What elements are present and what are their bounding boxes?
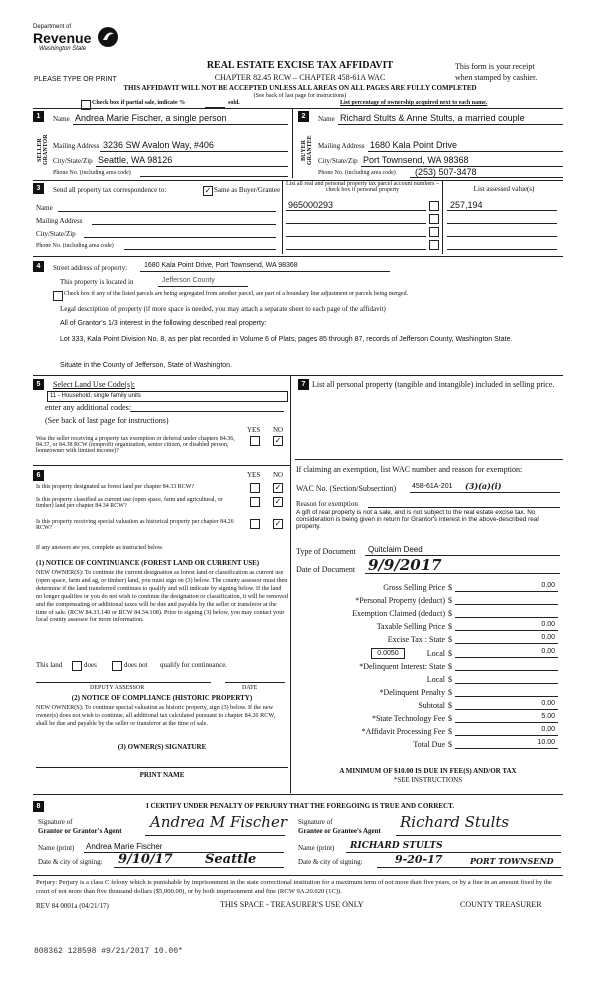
current-use-yes-checkbox[interactable] — [250, 497, 260, 507]
buyer-name-label: Name — [318, 115, 335, 123]
revenue-logo — [33, 24, 123, 64]
grantee-name-label: Name (print) — [298, 844, 335, 852]
tax-row-currency: $ — [448, 661, 452, 671]
grantor-date[interactable]: 9/10/17 — [118, 852, 173, 867]
notice2-body: NEW OWNER(S): To continue special valuation as historic property, sign (3) below. If the new owner(s) does not wish to continue, all additional tax calculated pursuant to chapter 84.26 RCW, shall be due and payable by the seller or transferor at the time of sale. — [36, 704, 276, 727]
tax-row-currency: $ — [448, 727, 452, 737]
correspondence-phone-label: Phone No. (including area code) — [36, 243, 114, 249]
see-instructions: *SEE INSTRUCTIONS — [393, 776, 463, 784]
forest-yes-checkbox[interactable] — [250, 483, 260, 493]
grantee-sig-label-1: Signature of — [298, 818, 333, 826]
see-back: (See back of last page for instructions) — [253, 93, 347, 99]
tax-row-label: *Delinquent Penalty — [379, 687, 445, 697]
tax-row-currency: $ — [448, 687, 452, 697]
seller-city[interactable]: Seattle, WA 98126 — [98, 155, 173, 165]
tax-row-underline — [455, 591, 558, 592]
grantor-city[interactable]: Seattle — [205, 852, 257, 867]
tax-row-label: *Affidavit Processing Fee — [361, 727, 445, 737]
perjury-note: Perjury: Perjury is a class C felony which is punishable by imprisonment in the state correctional institution for a maximum term of not more than five years, or by a fine in an amount fixed by the court of not more than five thousand dollars ($5,000.00), or by both imprisonment and fine (RCW 9A.20.020 (1C)). — [36, 879, 552, 895]
does-label: does — [84, 661, 97, 669]
tax-row-label: Total Due — [413, 740, 445, 750]
deputy-assessor-label: DEPUTY ASSESSOR — [90, 685, 145, 691]
tax-row-value[interactable]: 0.00 — [541, 726, 555, 734]
doc-type[interactable]: Quitclaim Deed — [368, 545, 423, 554]
exemption-no-checkbox[interactable]: ✓ — [274, 436, 282, 445]
seller-phone-label: Phone No. (including area code) — [53, 170, 131, 176]
located-county[interactable]: Jefferson County — [162, 277, 215, 284]
parcel-header: List all real and personal property tax parcel account numbers – check box if personal property — [286, 181, 439, 193]
grantee-date[interactable]: 9-20-17 — [395, 853, 443, 866]
this-land-label: This land — [36, 661, 63, 669]
section6-yes: YES — [247, 471, 261, 479]
type-print: PLEASE TYPE OR PRINT — [34, 76, 117, 83]
section5-no: NO — [273, 426, 284, 434]
tax-row-currency: $ — [448, 714, 452, 723]
buyer-address-label: Mailing Address — [318, 142, 365, 150]
grantee-city[interactable]: PORT TOWNSEND — [470, 856, 554, 866]
qualify-label: qualify for continuance. — [160, 661, 228, 669]
tax-row-currency: $ — [448, 596, 452, 606]
seller-address-label: Mailing Address — [53, 142, 100, 150]
legal-line-3: Situate in the County of Jefferson, State of Washington. — [60, 362, 232, 369]
correspondence-name-label: Name — [36, 204, 53, 212]
local-rate-box[interactable]: 0.0050 — [371, 648, 405, 659]
grantor-signature[interactable]: Andrea M Fischer — [150, 813, 287, 831]
send-correspondence-label: Send all property tax correspondence to: — [53, 186, 167, 194]
grantor-name[interactable]: Andrea Marie Fischer — [86, 842, 163, 851]
tax-row-underline — [455, 643, 558, 644]
certify-statement: I CERTIFY UNDER PENALTY OF PERJURY THAT THE FOREGOING IS TRUE AND CORRECT. — [145, 802, 454, 810]
tax-row-label: *Delinquent Interest: State — [359, 661, 445, 671]
county-treasurer: COUNTY TREASURER — [460, 900, 542, 909]
seller-side-label: SELLER GRANTOR — [37, 134, 49, 166]
exemption-yes-checkbox[interactable] — [250, 436, 260, 446]
grantee-sig-label-2: Grantee or Grantee's Agent — [298, 827, 381, 835]
tax-row-underline — [455, 696, 558, 697]
legal-description-label: Legal description of property (if more space is needed, you may attach a separate sheet to each page of the affidavit) — [60, 305, 386, 313]
grantor-name-label: Name (print) — [38, 844, 75, 852]
owner-signature-label: (3) OWNER(S) SIGNATURE — [117, 743, 207, 751]
section5-see-back: (See back of last page for instructions) — [45, 416, 169, 425]
tax-row-label: Taxable Selling Price — [376, 622, 445, 632]
parcel-personal-checkbox-1[interactable] — [429, 201, 439, 211]
section6-q1: Is this property designated as forest land per chapter 84.33 RCW? — [36, 484, 195, 490]
buyer-city[interactable]: Port Townsend, WA 98368 — [363, 155, 469, 165]
tax-row-label: Gross Selling Price — [383, 583, 445, 592]
exemption-label: If claiming an exemption, list WAC number and reason for exemption: — [296, 465, 523, 474]
reason-label: Reason for exemption — [296, 500, 358, 508]
current-use-no-checkbox[interactable]: ✓ — [274, 497, 282, 506]
historic-no-checkbox[interactable]: ✓ — [274, 519, 282, 528]
tax-row-value[interactable]: 0.00 — [541, 699, 555, 707]
property-street[interactable]: 1680 Kala Point Drive, Port Townsend, WA 98368 — [144, 262, 298, 269]
tax-row-label: Exemption Claimed (deduct) — [352, 609, 445, 619]
tax-row-underline — [455, 617, 558, 618]
tax-row-underline — [455, 657, 558, 658]
grantee-signature[interactable]: Richard Stults — [400, 813, 510, 831]
grantee-date-label: Date & city of signing: — [298, 858, 363, 866]
section-8-number: 8 — [33, 801, 44, 812]
treasurer-space: THIS SPACE - TREASURER'S USE ONLY — [220, 900, 364, 909]
does-not-checkbox[interactable] — [112, 661, 122, 671]
parcel-number[interactable]: 965000293 — [288, 200, 334, 210]
land-use-label: Select Land Use Code(s): — [53, 380, 135, 389]
form-chapters: CHAPTER 82.45 RCW – CHAPTER 458-61A WAC — [214, 73, 386, 82]
personal-property-label: List all personal property (tangible and intangible) included in selling price. — [312, 380, 555, 389]
doc-type-label: Type of Document — [296, 547, 356, 556]
doc-date[interactable]: 9/9/2017 — [368, 556, 442, 574]
section-3-number: 3 — [33, 183, 44, 194]
section5-question: Was the seller receiving a property tax exemption or deferral under chapters 84.36, 84.37, or 84.38 RCW (nonprofit organization, senior citizen, or disabled person, homeowner with limited income)? — [36, 436, 235, 454]
seller-name-label: Name — [53, 115, 70, 123]
section6-instructions: If any answers are yes, complete as instructed below. — [36, 545, 164, 551]
wac-handwritten: (3)(a)(i) — [465, 481, 502, 491]
tax-row-currency: $ — [448, 740, 452, 750]
tax-row-underline — [455, 709, 558, 710]
does-checkbox[interactable] — [72, 661, 82, 671]
form-number: REV 84 0001a (04/21/17) — [36, 902, 109, 910]
reason-text: A gift of real property is not a sale, and is not subject to the real estate excise tax. No consideration is being given in return for Grantor's interest in the above-described real property. — [296, 509, 539, 530]
seller-address[interactable]: 3236 SW Avalon Way, #406 — [103, 140, 214, 150]
tax-row-value[interactable]: 10.00 — [537, 739, 555, 747]
print-name-label: PRINT NAME — [139, 771, 185, 779]
grantor-date-label: Date & city of signing: — [38, 858, 103, 866]
tax-row-underline — [455, 748, 558, 749]
notice1-body: NEW OWNER(S): To continue the current designation as forest land or classification as current use (open space, farm and ag, or timber) land, you must sign on (3) below. The county assessor must then determine if the land transferred continues to qualify and will indicate by signing below. If the land no longer qualifies or you do not wish to continue the designation or classification, it will be removed and the compensating or additional taxes will be due and payable by the seller or transferor at the time of sale. (RCW 84.33.140 or RCW 84.34.108). Prior to signing (3) below, you may contact your local county assessor for more information. — [36, 569, 288, 624]
forest-no-checkbox[interactable]: ✓ — [274, 483, 282, 492]
dept-line3: Washington State — [39, 46, 87, 52]
legal-line-1: All of Grantor's 1/3 interest in the following described real property: — [60, 320, 267, 327]
tax-row-label: Local — [426, 648, 445, 658]
tax-row-value[interactable]: 0.00 — [541, 634, 555, 642]
receipt-note-1: This form is your receipt — [455, 62, 535, 71]
tax-row-underline — [455, 722, 558, 723]
section-2-number: 2 — [298, 111, 309, 122]
dept-line1: Department of — [33, 24, 72, 30]
tax-row-label: *State Technology Fee — [371, 714, 445, 723]
doc-date-label: Date of Document — [296, 565, 356, 574]
tax-row-underline — [455, 683, 558, 684]
land-use-select[interactable]: 11 - Household, single family units — [47, 391, 288, 402]
seller-name[interactable]: Andrea Marie Fischer, a single person — [75, 113, 227, 123]
tax-row-currency: $ — [448, 583, 452, 592]
located-label: This property is located in — [60, 278, 134, 286]
tax-row-label: *Personal Property (deduct) — [355, 596, 445, 606]
tax-row-label: Subtotal — [418, 700, 445, 710]
assessed-value[interactable]: 257,194 — [450, 200, 483, 210]
buyer-city-label: City/State/Zip — [318, 157, 358, 165]
additional-codes-label: enter any additional codes: — [45, 403, 131, 412]
minimum-due: A MINIMUM OF $10.00 IS DUE IN FEE(S) AND/OR TAX — [339, 767, 517, 775]
correspondence-address-label: Mailing Address — [36, 217, 83, 225]
tax-row-currency: $ — [448, 622, 452, 632]
tax-row-label: Excise Tax : State — [387, 635, 445, 645]
cashier-receipt-stamp: 808362 128598 #9/21/2017 10.00* — [34, 947, 183, 956]
section-5-number: 5 — [33, 379, 44, 390]
wac-number[interactable]: 458-61A-201 — [412, 483, 453, 490]
tax-row-currency: $ — [448, 635, 452, 645]
section5-yes: YES — [247, 426, 261, 434]
tax-row-underline — [455, 604, 558, 605]
buyer-side-label: BUYER GRANTEE — [301, 135, 313, 165]
same-as-buyer-checkbox[interactable]: ✓ — [204, 186, 212, 195]
tax-row-currency: $ — [448, 700, 452, 710]
buyer-address[interactable]: 1680 Kala Point Drive — [370, 140, 458, 150]
does-not-label: does not — [124, 661, 148, 669]
buyer-phone-label: Phone No. (including area code) — [318, 170, 396, 176]
section-6-number: 6 — [33, 470, 44, 481]
same-as-buyer-label: Same as Buyer/Grantee — [214, 186, 281, 194]
seller-city-label: City/State/Zip — [53, 157, 93, 165]
dept-line2: Revenue — [33, 30, 92, 46]
tax-row-underline — [455, 630, 558, 631]
section6-q2: Is this property classified as current use (open space, farm and agricultural, or timber) land per chapter 84.34 RCW? — [36, 497, 223, 509]
historic-yes-checkbox[interactable] — [250, 519, 260, 529]
sold-label: sold. — [228, 100, 240, 106]
grantor-sig-label-2: Grantor or Grantor's Agent — [38, 827, 122, 835]
segregated-checkbox[interactable] — [53, 291, 63, 301]
tax-row-label: Local — [426, 674, 445, 684]
notice1-title: (1) NOTICE OF CONTINUANCE (FOREST LAND OR CURRENT USE) — [36, 559, 260, 567]
tax-row-value[interactable]: 0.00 — [541, 621, 555, 629]
tax-row-value[interactable]: 5.00 — [541, 713, 555, 720]
section6-q3: Is this property receiving special valuation as historical property per chapter 84.26 RCW? — [36, 519, 234, 531]
parcel-personal-checkbox-2[interactable] — [429, 214, 439, 224]
legal-line-2: Lot 333, Kala Point Division No. 8, as per plat recorded in Volume 6 of Plats, pages 85 through 87, records of Jefferson County, Washington State. — [60, 336, 513, 343]
date-label: DATE — [242, 685, 258, 691]
correspondence-city-label: City/State/Zip — [36, 230, 76, 238]
receipt-note-2: when stamped by cashier. — [455, 73, 538, 82]
street-address-label: Street address of property: — [53, 264, 128, 272]
tax-row-underline — [455, 670, 558, 671]
notice2-title: (2) NOTICE OF COMPLIANCE (HISTORIC PROPERTY) — [71, 694, 253, 702]
warning: THIS AFFIDAVIT WILL NOT BE ACCEPTED UNLESS ALL AREAS ON ALL PAGES ARE FULLY COMPLETED — [123, 84, 477, 92]
grantor-sig-label-1: Signature of — [38, 818, 73, 826]
buyer-phone[interactable]: (253) 507-3478 — [415, 167, 477, 177]
segregated-label: Check box if any of the listed parcels are being segregated from another parcel, are part of a boundary line adjustment or parcels being merged. — [64, 291, 409, 297]
tax-row-value[interactable]: 0.00 — [541, 647, 555, 655]
ownership-label: List percentage of ownership acquired next to each name. — [340, 100, 488, 106]
section-7-number: 7 — [298, 379, 309, 390]
tax-row-underline — [455, 735, 558, 736]
form-title: REAL ESTATE EXCISE TAX AFFIDAVIT — [206, 60, 394, 71]
tax-row-currency: $ — [448, 609, 452, 619]
buyer-name[interactable]: Richard Stults & Anne Stults, a married couple — [340, 113, 525, 123]
section-4-number: 4 — [33, 261, 44, 272]
section-1-number: 1 — [33, 111, 44, 122]
tax-row-value[interactable]: 0.00 — [541, 582, 555, 589]
parcel-personal-checkbox-4[interactable] — [429, 240, 439, 250]
parcel-personal-checkbox-3[interactable] — [429, 227, 439, 237]
wac-label: WAC No. (Section/Subsection) — [296, 484, 397, 493]
grantee-name[interactable]: RICHARD STULTS — [350, 841, 443, 851]
revenue-swirl-icon — [97, 26, 119, 48]
tax-row-currency: $ — [448, 648, 452, 658]
section6-no: NO — [273, 471, 284, 479]
tax-row-currency: $ — [448, 674, 452, 684]
assessed-header: List assessed value(s) — [473, 185, 535, 193]
partial-sale-label: Check box if partial sale, indicate % — [92, 100, 186, 106]
